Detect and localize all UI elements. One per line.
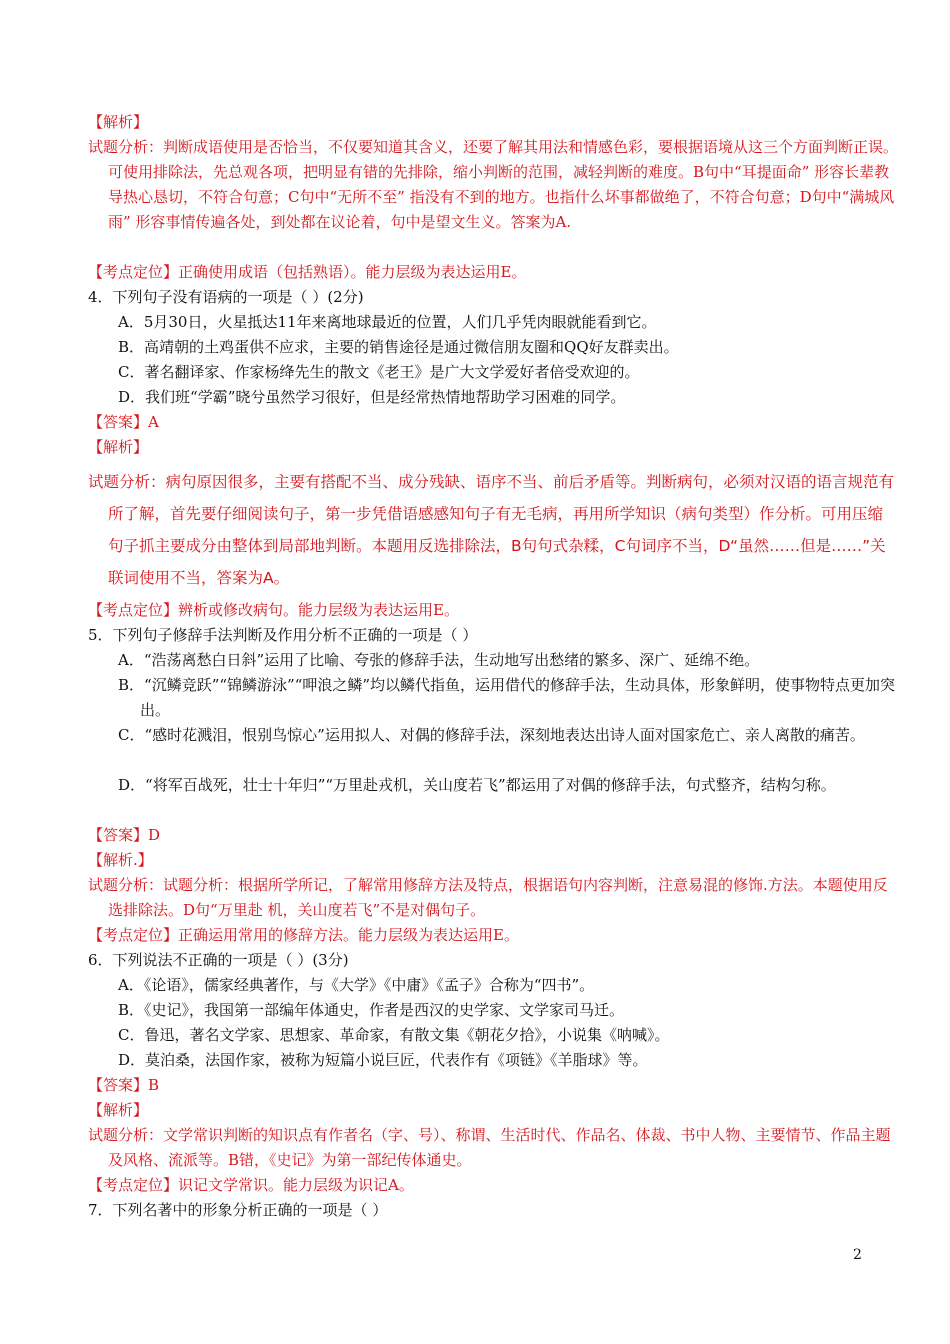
q4-stem: 4．下列句子没有语病的一项是（ ）(2分) [88,288,364,306]
q5-analysis-text: 试题分析：试题分析：根据所学所记，了解常用修辞方法及特点，根据语句内容判断，注意易混的修饰.方法。本题使用反选排除法。D句“万里赴 机，关山度若飞”不是对偶句子。 [88,876,888,919]
page-number: 2 [853,1247,862,1263]
q4-option-c: C．著名翻译家、作家杨绛先生的散文《老王》是广大文学爱好者倍受欢迎的。 [118,363,640,381]
q4-option-a: A．5月30日，火星抵达11年来离地球最近的位置，人们几乎凭肉眼就能看到它。 [118,313,657,331]
q4-option-b: B．高靖朝的土鸡蛋供不应求，主要的销售途径是通过微信朋友圈和QQ好友群卖出。 [118,338,679,356]
q6-option-d: D．莫泊桑，法国作家，被称为短篇小说巨匠，代表作有《项链》《羊脂球》等。 [118,1051,648,1069]
q4-answer: 【答案】A [88,413,159,431]
q6-option-b: B．《史记》，我国第一部编年体通史，作者是西汉的史学家、文学家司马迁。 [118,1001,625,1019]
q5-kaodian: 【考点定位】正确运用常用的修辞方法。能力层级为表达运用E。 [88,926,519,944]
q5-analysis-label: 【解析.】 [88,851,153,869]
q6-option-a: A．《论语》，儒家经典著作，与《大学》《中庸》《孟子》合称为“四书”。 [118,976,595,994]
q5-option-a: A．“浩荡离愁白日斜”运用了比喻、夸张的修辞手法，生动地写出愁绪的繁多、深广、延绵不绝。 [118,651,760,669]
q6-stem: 6．下列说法不正确的一项是（ ）(3分) [88,951,349,969]
q6-option-c: C．鲁迅，著名文学家、思想家、革命家，有散文集《朝花夕拾》，小说集《呐喊》。 [118,1026,670,1044]
s1-analysis-label: 【解析】 [88,113,149,131]
q4-kaodian: 【考点定位】辨析或修改病句。能力层级为表达运用E。 [88,601,459,619]
q4-option-d: D．我们班“学霸”晓兮虽然学习很好，但是经常热情地帮助学习困难的同学。 [118,388,626,406]
q4-analysis-label: 【解析】 [88,438,149,456]
q5-option-b: B．“沉鳞竞跃”“锦鳞游泳”“呷浪之鳞”均以鳞代指鱼，运用借代的修辞手法，生动具体，形象鲜明，使事物特点更加突出。 [118,676,896,719]
q4-analysis-text: 试题分析：病句原因很多，主要有搭配不当、成分残缺、语序不当、前后矛盾等。判断病句，必须对汉语的语言规范有所了解，首先要仔细阅读句子，第一步凭借语感感知句子有无毛病，再用所学知识（病句类型）作分析。可用压缩句子抓主要成分由整体到局部地判断。本题用反选排除法，B句句式杂糅，C句词序不当，D“虽然……但是……”关联词使用不当，答案为A。 [88,473,895,587]
s1-analysis-text: 试题分析：判断成语使用是否恰当，不仅要知道其含义，还要了解其用法和情感色彩，要根据语境从这三个方面判断正误。可使用排除法，先总观各项，把明显有错的先排除，缩小判断的范围，减轻判断的难度。B句中“耳提面命” 形容长辈教导热心恳切，不符合句意；C句中“无所不至” 指没有不到的地方。也指什么坏事都做绝了，不符合句意；D句中“满城风雨” 形容事情传遍各处，到处都在议论着，句中是望文生义。答案为A. [88,138,899,231]
q5-option-d: D．“将军百战死，壮士十年归”“万里赴戎机，关山度若飞”都运用了对偶的修辞手法，句式整齐，结构匀称。 [118,776,836,794]
q5-answer: 【答案】D [88,826,161,844]
s1-kaodian: 【考点定位】正确使用成语（包括熟语）。能力层级为表达运用E。 [88,263,527,281]
q5-stem: 5．下列句子修辞手法判断及作用分析不正确的一项是（ ） [88,626,478,644]
q7-stem: 7．下列名著中的形象分析正确的一项是（ ） [88,1201,388,1219]
q6-analysis-text: 试题分析：文学常识判断的知识点有作者名（字、号）、称谓、生活时代、作品名、体裁、书中人物、主要情节、作品主题及风格、流派等。B错，《史记》为第一部纪传体通史。 [88,1126,891,1169]
q6-kaodian: 【考点定位】识记文学常识。能力层级为识记A。 [88,1176,414,1194]
q6-analysis-label: 【解析】 [88,1101,149,1119]
q6-answer: 【答案】B [88,1076,160,1094]
q5-option-c: C．“感时花溅泪，恨别鸟惊心”运用拟人、对偶的修辞手法，深刻地表达出诗人面对国家危亡、亲人离散的痛苦。 [118,726,865,744]
